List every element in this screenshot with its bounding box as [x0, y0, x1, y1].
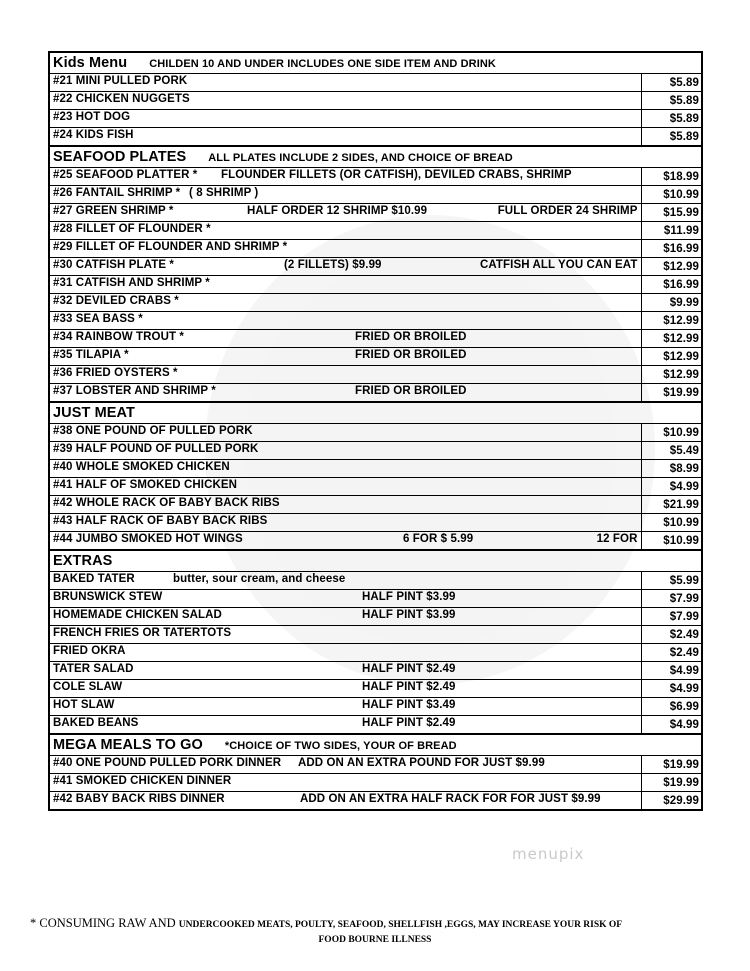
item-cell-wrap — [53, 497, 638, 512]
item-price: $11.99 — [641, 222, 702, 240]
item-cell — [49, 572, 641, 590]
item-cell — [49, 424, 641, 442]
item-cell — [49, 756, 641, 774]
item-cell — [49, 168, 641, 186]
menu-item-row — [49, 572, 702, 590]
menu-item-row — [49, 74, 702, 92]
item-cell-wrap — [53, 591, 638, 606]
section-title: EXTRAS — [53, 553, 113, 569]
item-cell-wrap — [53, 331, 638, 346]
section-note: *CHOICE OF TWO SIDES, YOUR OF BREAD — [224, 740, 457, 752]
item-name: #42 BABY BACK RIBS DINNER — [53, 793, 225, 805]
item-price: $10.99 — [641, 424, 702, 442]
item-half-pint: HALF PINT $3.49 — [362, 699, 456, 711]
item-cell — [49, 222, 641, 240]
item-cell-wrap — [53, 627, 638, 642]
item-price: $5.49 — [641, 442, 702, 460]
item-cell — [49, 716, 641, 735]
item-price: $7.99 — [641, 608, 702, 626]
item-cell — [49, 312, 641, 330]
section-header-extras — [49, 550, 702, 572]
item-cell-wrap — [53, 443, 638, 458]
item-name: #32 DEVILED CRABS * — [53, 295, 179, 307]
item-cell — [49, 276, 641, 294]
item-cell — [49, 698, 641, 716]
item-cell-wrap — [53, 775, 638, 790]
item-price: $29.99 — [641, 792, 702, 811]
item-cell-wrap — [53, 241, 638, 256]
item-cell — [49, 532, 641, 551]
menu-item-row — [49, 92, 702, 110]
item-name: #39 HALF POUND OF PULLED PORK — [53, 443, 259, 455]
menu-item-row — [49, 312, 702, 330]
item-cell — [49, 680, 641, 698]
item-price: $4.99 — [641, 662, 702, 680]
item-cell-wrap — [53, 259, 638, 274]
item-name: BAKED TATER — [53, 573, 135, 585]
section-note: ALL PLATES INCLUDE 2 SIDES, AND CHOICE OF BREAD — [208, 152, 513, 164]
menu-item-row — [49, 366, 702, 384]
footer-line1b: UNDERCOOKED MEATS, POULTY, SEAFOOD, SHELLFISH ,EGGS, MAY INCREASE YOUR RISK OF — [178, 920, 623, 930]
menu-item-row — [49, 276, 702, 294]
item-cell — [49, 496, 641, 514]
item-cell-wrap — [53, 295, 638, 310]
menu-item-row — [49, 186, 702, 204]
item-cell — [49, 384, 641, 403]
menu-item-row — [49, 792, 702, 811]
item-cell-wrap — [53, 663, 638, 678]
item-cell — [49, 626, 641, 644]
item-price: $19.99 — [641, 774, 702, 792]
item-half-pint: HALF PINT $2.49 — [362, 681, 456, 693]
item-cell — [49, 186, 641, 204]
item-name: #34 RAINBOW TROUT * — [53, 331, 184, 343]
item-extra: FULL ORDER 24 SHRIMP — [497, 205, 638, 217]
item-name: BRUNSWICK STEW — [53, 591, 163, 603]
item-name: #42 WHOLE RACK OF BABY BACK RIBS — [53, 497, 280, 509]
item-price: $6.99 — [641, 698, 702, 716]
item-price: $5.89 — [641, 74, 702, 92]
item-price: $4.99 — [641, 680, 702, 698]
item-price: $12.99 — [641, 330, 702, 348]
item-name: TATER SALAD — [53, 663, 134, 675]
item-name: HOMEMADE CHICKEN SALAD — [53, 609, 222, 621]
item-detail: (2 FILLETS) $9.99 — [284, 259, 382, 271]
menu-item-row — [49, 478, 702, 496]
item-price: $5.89 — [641, 128, 702, 147]
item-cell — [49, 792, 641, 811]
menu-item-row — [49, 294, 702, 312]
menu-item-row — [49, 240, 702, 258]
menu-item-row — [49, 774, 702, 792]
item-detail: HALF ORDER 12 SHRIMP $10.99 — [247, 205, 428, 217]
menu-item-row — [49, 330, 702, 348]
section-title: SEAFOOD PLATES — [53, 149, 187, 165]
section-header-cell — [49, 402, 702, 424]
section-header-cell — [49, 146, 702, 168]
item-price: $8.99 — [641, 460, 702, 478]
item-name: #28 FILLET OF FLOUNDER * — [53, 223, 211, 235]
item-half-pint: HALF PINT $2.49 — [362, 717, 456, 729]
item-cell — [49, 478, 641, 496]
item-price: $4.99 — [641, 716, 702, 735]
item-name: COLE SLAW — [53, 681, 123, 693]
menu-item-row — [49, 514, 702, 532]
item-cell-wrap — [53, 645, 638, 660]
item-cell-wrap — [53, 757, 638, 772]
item-half-pint: HALF PINT $3.99 — [362, 609, 456, 621]
item-cell-wrap — [53, 515, 638, 530]
item-half-pint: HALF PINT $3.99 — [362, 591, 456, 603]
menu-item-row — [49, 496, 702, 514]
item-price: $5.89 — [641, 92, 702, 110]
item-name: #33 SEA BASS * — [53, 313, 143, 325]
item-price: $15.99 — [641, 204, 702, 222]
item-cell-wrap — [53, 111, 638, 126]
item-name: FRENCH FRIES OR TATERTOTS — [53, 627, 232, 639]
item-cell-wrap — [53, 793, 638, 808]
item-cell — [49, 348, 641, 366]
item-cell — [49, 330, 641, 348]
item-price: $16.99 — [641, 240, 702, 258]
item-cell-wrap — [53, 479, 638, 494]
item-cell-wrap — [53, 461, 638, 476]
item-cell — [49, 128, 641, 147]
section-title: MEGA MEALS TO GO — [53, 737, 203, 753]
item-name: BAKED BEANS — [53, 717, 139, 729]
menu-item-row — [49, 128, 702, 147]
item-cell — [49, 204, 641, 222]
section-header-mega — [49, 734, 702, 756]
menu-item-row — [49, 590, 702, 608]
section-title: Kids Menu — [53, 55, 128, 71]
section-header-kids — [49, 52, 702, 74]
section-header-cell — [49, 550, 702, 572]
item-cell-wrap — [53, 385, 638, 400]
item-name: #31 CATFISH AND SHRIMP * — [53, 277, 210, 289]
item-price: $12.99 — [641, 348, 702, 366]
item-detail: ADD ON AN EXTRA HALF RACK FOR FOR JUST $9.99 — [300, 793, 601, 805]
section-header-cell — [49, 52, 702, 74]
item-name: #41 SMOKED CHICKEN DINNER — [53, 775, 232, 787]
item-cell-wrap — [53, 93, 638, 108]
item-cell-wrap — [53, 425, 638, 440]
item-cell — [49, 366, 641, 384]
item-cell-wrap — [53, 75, 638, 90]
section-header-meat — [49, 402, 702, 424]
item-detail: FLOUNDER FILLETS (OR CATFISH), DEVILED CRABS, SHRIMP — [221, 169, 572, 181]
item-price: $10.99 — [641, 532, 702, 551]
item-cell-wrap — [53, 609, 638, 624]
item-extra: 12 FOR — [596, 533, 638, 545]
section-note: CHILDEN 10 AND UNDER INCLUDES ONE SIDE ITEM AND DRINK — [149, 58, 496, 70]
item-cell-wrap — [53, 349, 638, 364]
item-cell-wrap — [53, 205, 638, 220]
item-price: $12.99 — [641, 258, 702, 276]
item-name: #22 CHICKEN NUGGETS — [53, 93, 190, 105]
item-cell-wrap — [53, 187, 638, 202]
item-price: $5.99 — [641, 572, 702, 590]
item-price: $9.99 — [641, 294, 702, 312]
item-cell-wrap — [53, 699, 638, 714]
item-detail: FRIED OR BROILED — [355, 349, 467, 361]
item-price: $12.99 — [641, 366, 702, 384]
item-detail: butter, sour cream, and cheese — [173, 573, 346, 585]
item-name: #38 ONE POUND OF PULLED PORK — [53, 425, 253, 437]
item-price: $18.99 — [641, 168, 702, 186]
menu-item-row — [49, 662, 702, 680]
item-cell — [49, 74, 641, 92]
item-detail: FRIED OR BROILED — [355, 331, 467, 343]
menu-item-row — [49, 168, 702, 186]
item-name: #26 FANTAIL SHRIMP * — [53, 187, 181, 199]
item-cell-wrap — [53, 129, 638, 144]
menu-item-row — [49, 442, 702, 460]
item-cell-wrap — [53, 717, 638, 732]
item-detail: 6 FOR $ 5.99 — [403, 533, 474, 545]
item-price: $4.99 — [641, 478, 702, 496]
item-cell — [49, 662, 641, 680]
footer-line2: FOOD BOURNE ILLNESS — [318, 935, 432, 945]
item-cell — [49, 442, 641, 460]
item-name: #37 LOBSTER AND SHRIMP * — [53, 385, 216, 397]
item-detail: ADD ON AN EXTRA POUND FOR JUST $9.99 — [298, 757, 545, 769]
item-cell — [49, 774, 641, 792]
item-price: $12.99 — [641, 312, 702, 330]
item-name: #36 FRIED OYSTERS * — [53, 367, 178, 379]
menu-item-row — [49, 680, 702, 698]
item-half-pint: HALF PINT $2.49 — [362, 663, 456, 675]
item-price: $19.99 — [641, 756, 702, 774]
item-price: $2.49 — [641, 626, 702, 644]
item-name: #30 CATFISH PLATE * — [53, 259, 174, 271]
item-cell — [49, 590, 641, 608]
menu-item-row — [49, 110, 702, 128]
menu-item-row — [49, 204, 702, 222]
item-cell-wrap — [53, 277, 638, 292]
item-name: #44 JUMBO SMOKED HOT WINGS — [53, 533, 243, 545]
item-cell-wrap — [53, 169, 638, 184]
menu-item-row — [49, 222, 702, 240]
menu-item-row — [49, 626, 702, 644]
item-cell — [49, 240, 641, 258]
footer-line1a: * CONSUMING RAW AND — [30, 916, 179, 930]
item-cell-wrap — [53, 367, 638, 382]
item-cell — [49, 460, 641, 478]
item-name: #25 SEAFOOD PLATTER * — [53, 169, 198, 181]
item-cell-wrap — [53, 573, 638, 588]
item-extra: CATFISH ALL YOU CAN EAT — [479, 259, 638, 271]
section-title: JUST MEAT — [53, 405, 135, 421]
item-cell — [49, 92, 641, 110]
item-cell-wrap — [53, 533, 638, 548]
section-header-seafood — [49, 146, 702, 168]
item-detail: FRIED OR BROILED — [355, 385, 467, 397]
item-cell-wrap — [53, 223, 638, 238]
item-name: #27 GREEN SHRIMP * — [53, 205, 174, 217]
menupix-watermark: menupix — [512, 845, 585, 863]
item-price: $5.89 — [641, 110, 702, 128]
menu-item-row — [49, 644, 702, 662]
item-cell — [49, 258, 641, 276]
menu-item-row — [49, 532, 702, 551]
menu-table — [48, 51, 703, 811]
item-price: $2.49 — [641, 644, 702, 662]
item-price: $7.99 — [641, 590, 702, 608]
item-price: $19.99 — [641, 384, 702, 403]
item-name: #43 HALF RACK OF BABY BACK RIBS — [53, 515, 268, 527]
item-cell — [49, 514, 641, 532]
item-price: $16.99 — [641, 276, 702, 294]
item-name: #29 FILLET OF FLOUNDER AND SHRIMP * — [53, 241, 288, 253]
menu-item-row — [49, 348, 702, 366]
menu-item-row — [49, 424, 702, 442]
item-name: #24 KIDS FISH — [53, 129, 134, 141]
item-name: #41 HALF OF SMOKED CHICKEN — [53, 479, 238, 491]
item-name: #21 MINI PULLED PORK — [53, 75, 188, 87]
menu-item-row — [49, 716, 702, 735]
menu-item-row — [49, 698, 702, 716]
item-name: #35 TILAPIA * — [53, 349, 129, 361]
section-header-cell — [49, 734, 702, 756]
item-cell-wrap — [53, 313, 638, 328]
menu-item-row — [49, 608, 702, 626]
item-detail: ( 8 SHRIMP ) — [189, 187, 259, 199]
footer-disclaimer — [30, 916, 720, 948]
menu-item-row — [49, 258, 702, 276]
item-cell-wrap — [53, 681, 638, 696]
item-cell — [49, 608, 641, 626]
item-cell — [49, 110, 641, 128]
item-name: #23 HOT DOG — [53, 111, 131, 123]
item-name: FRIED OKRA — [53, 645, 126, 657]
item-price: $21.99 — [641, 496, 702, 514]
item-cell — [49, 644, 641, 662]
menu-item-row — [49, 460, 702, 478]
item-price: $10.99 — [641, 514, 702, 532]
item-price: $10.99 — [641, 186, 702, 204]
menu-item-row — [49, 384, 702, 403]
item-name: HOT SLAW — [53, 699, 115, 711]
item-name: #40 ONE POUND PULLED PORK DINNER — [53, 757, 282, 769]
item-cell — [49, 294, 641, 312]
menu-item-row — [49, 756, 702, 774]
item-name: #40 WHOLE SMOKED CHICKEN — [53, 461, 230, 473]
